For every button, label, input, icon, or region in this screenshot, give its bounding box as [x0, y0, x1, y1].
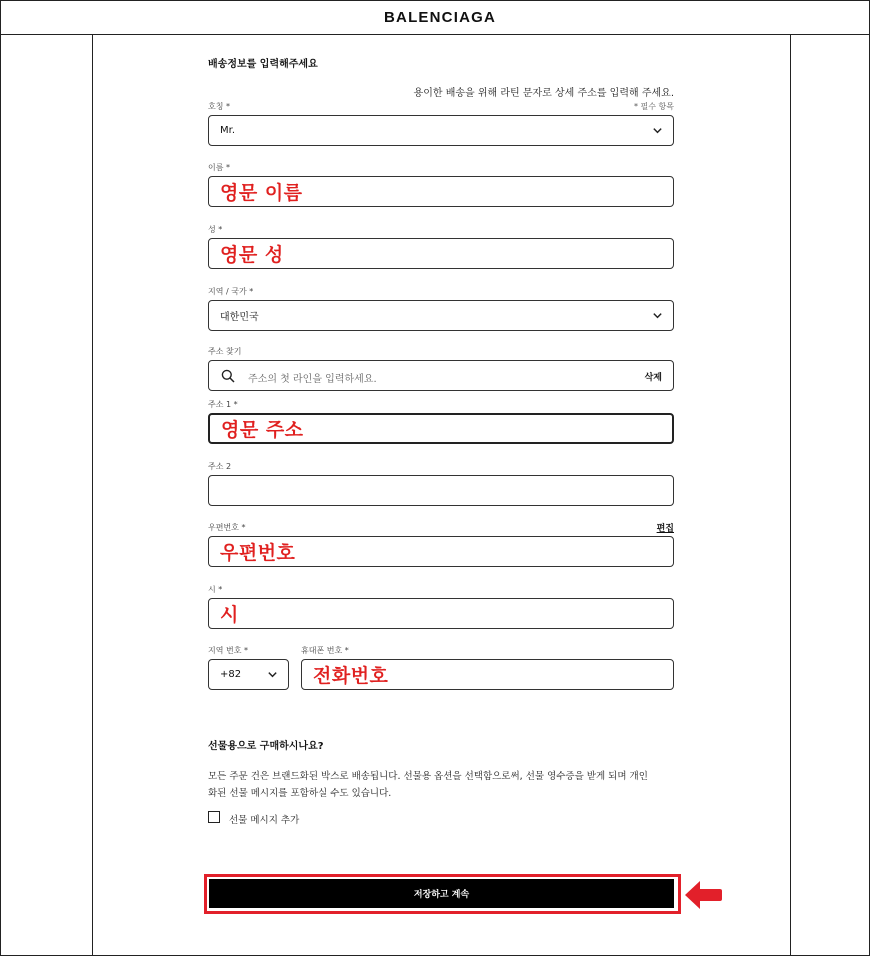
gift-description	[208, 768, 678, 802]
chevron-down-icon	[267, 669, 278, 680]
postcode-label: 우편번호 *	[208, 523, 246, 532]
chevron-down-icon	[652, 125, 663, 136]
save-continue-button[interactable]: 저장하고 계속	[209, 879, 674, 908]
country-label: 지역 / 국가 *	[208, 287, 254, 296]
honorific-label: 호칭 *	[208, 102, 230, 111]
address1-label: 주소 1 *	[208, 400, 238, 409]
address1-input[interactable]	[208, 413, 674, 444]
required-note: * 필수 항목	[634, 102, 674, 111]
gift-desc-line: 모든 주문 건은 브랜드화된 박스로 배송됩니다. 선물용 옵션을 선택함으로써, 선물 영수증을 받게 되며 개인	[208, 771, 648, 782]
gift-title: 선물용으로 구매하시나요?	[208, 741, 324, 752]
phone-label: 휴대폰 번호 *	[301, 646, 349, 655]
honorific-select[interactable]	[208, 115, 674, 146]
city-input[interactable]	[208, 598, 674, 629]
address1-value: 영문 주소	[221, 419, 304, 441]
gift-message-checkbox[interactable]	[208, 811, 220, 823]
postcode-value: 우편번호	[220, 542, 296, 564]
area-code-value: +82	[220, 669, 242, 680]
left-divider	[92, 35, 93, 956]
first-name-label: 이름 *	[208, 163, 230, 172]
first-name-input[interactable]	[208, 176, 674, 207]
gift-message-label[interactable]: 선물 메시지 추가	[229, 815, 300, 826]
latin-notice: 용이한 배송을 위해 라틴 문자로 상세 주소를 입력해 주세요.	[413, 88, 674, 99]
postcode-edit-link[interactable]: 편집	[656, 524, 674, 534]
chevron-down-icon	[652, 310, 663, 321]
address-search-label: 주소 찾기	[208, 347, 242, 356]
gift-desc-line: 화된 선물 메시지를 포함하실 수도 있습니다.	[208, 788, 392, 799]
address-search-placeholder: 주소의 첫 라인을 입력하세요.	[248, 374, 377, 385]
area-code-label: 지역 번호 *	[208, 646, 248, 655]
arrow-left-icon	[683, 878, 723, 912]
country-value: 대한민국	[220, 312, 259, 323]
postcode-input[interactable]	[208, 536, 674, 567]
city-value: 시	[220, 604, 239, 626]
area-code-select[interactable]	[208, 659, 289, 690]
country-select[interactable]	[208, 300, 674, 331]
city-label: 시 *	[208, 585, 223, 594]
address-search-input[interactable]	[208, 360, 674, 391]
form-title: 배송정보를 입력해주세요	[208, 59, 318, 70]
brand-logo[interactable]: BALENCIAGA	[384, 8, 496, 26]
last-name-label: 성 *	[208, 225, 223, 234]
last-name-value: 영문 성	[220, 244, 284, 266]
honorific-value: Mr.	[220, 125, 235, 136]
phone-input[interactable]	[301, 659, 674, 690]
right-divider	[790, 35, 791, 956]
search-icon	[221, 369, 235, 383]
address2-input[interactable]	[208, 475, 674, 506]
delete-button[interactable]: 삭제	[644, 373, 662, 383]
last-name-input[interactable]	[208, 238, 674, 269]
top-bar	[0, 0, 870, 35]
first-name-value: 영문 이름	[220, 182, 303, 204]
phone-value: 전화번호	[313, 665, 389, 687]
address2-label: 주소 2	[208, 462, 232, 471]
